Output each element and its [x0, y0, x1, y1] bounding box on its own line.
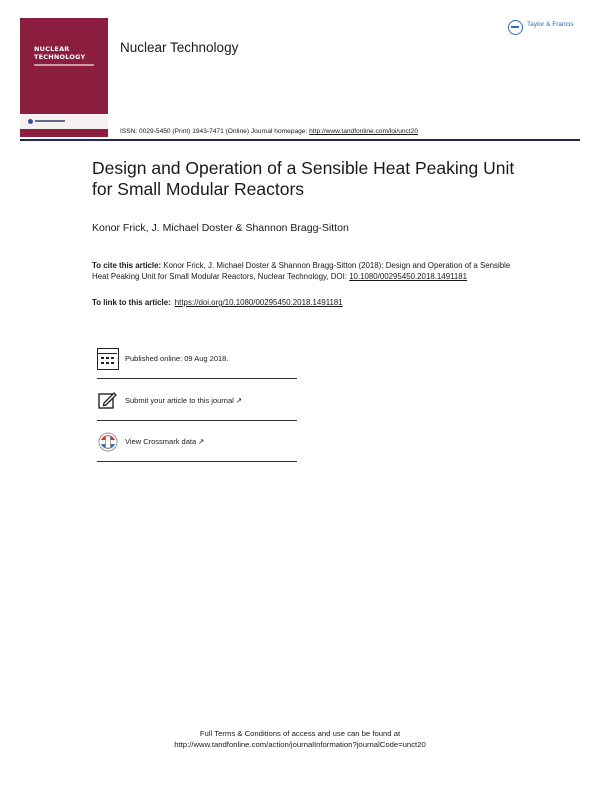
article-authors: Konor Frick, J. Michael Doster & Shannon Bragg-Sitton: [92, 222, 349, 234]
cover-band: [20, 114, 108, 137]
edit-icon: [97, 390, 119, 412]
citation-block: [92, 260, 512, 282]
crossmark-link[interactable]: View Crossmark data: [125, 437, 197, 446]
cover-title-line2: TECHNOLOGY: [34, 52, 86, 61]
link-label: To link to this article:: [92, 298, 171, 307]
publisher-name: Taylor & Francis: [527, 21, 574, 28]
footer-terms: Full Terms & Conditions of access and use can be found at: [199, 729, 401, 738]
article-doi-url[interactable]: https://doi.org/10.1080/00295450.2018.1491181: [174, 298, 343, 307]
cover-title: [34, 46, 100, 61]
cover-subtitle-bar: [34, 64, 94, 66]
published-online-label: Published online: 09 Aug 2018.: [125, 354, 229, 363]
calendar-icon: [97, 348, 119, 370]
submit-article-link[interactable]: Submit your article to this journal: [125, 396, 234, 405]
submit-article-row[interactable]: [97, 381, 297, 421]
external-link-icon: ↗: [235, 396, 243, 405]
publisher-tagline: [527, 28, 574, 33]
journal-cover: [20, 18, 108, 137]
crossmark-row[interactable]: [97, 422, 297, 462]
society-logo-icon: [28, 118, 66, 124]
cover-title-line1: NUCLEAR: [34, 45, 70, 53]
header-divider: [20, 139, 580, 141]
citation-label: To cite this article:: [92, 261, 162, 270]
external-link-icon: ↗: [198, 437, 205, 446]
published-online-row: [97, 339, 297, 379]
article-title: Design and Operation of a Sensible Heat Peaking Unit for Small Modular Reactors: [92, 158, 515, 199]
footer: [0, 728, 600, 750]
article-link-line: [92, 298, 343, 307]
journal-homepage-link[interactable]: http://www.tandfonline.com/loi/unct20: [309, 128, 418, 135]
doi-link[interactable]: 10.1080/00295450.2018.1491181: [349, 272, 468, 281]
taylor-francis-logo-icon: [508, 17, 586, 37]
issn-line: [120, 128, 418, 135]
citation-text: Konor Frick, J. Michael Doster & Shannon Bragg-Sitton (2018): Design and Operation of a Sensible Heat Peaking Unit for Small Modular Reactors, Nuclear Technology, DOI:: [92, 261, 511, 281]
tf-circle-icon: [508, 20, 523, 35]
journal-name: Nuclear Technology: [120, 40, 239, 55]
crossmark-icon: [97, 431, 119, 453]
issn-text: ISSN: 0029-5450 (Print) 1943-7471 (Online) Journal homepage:: [120, 128, 310, 135]
footer-terms-url[interactable]: http://www.tandfonline.com/action/journalInformation?journalCode=unct20: [174, 740, 426, 749]
